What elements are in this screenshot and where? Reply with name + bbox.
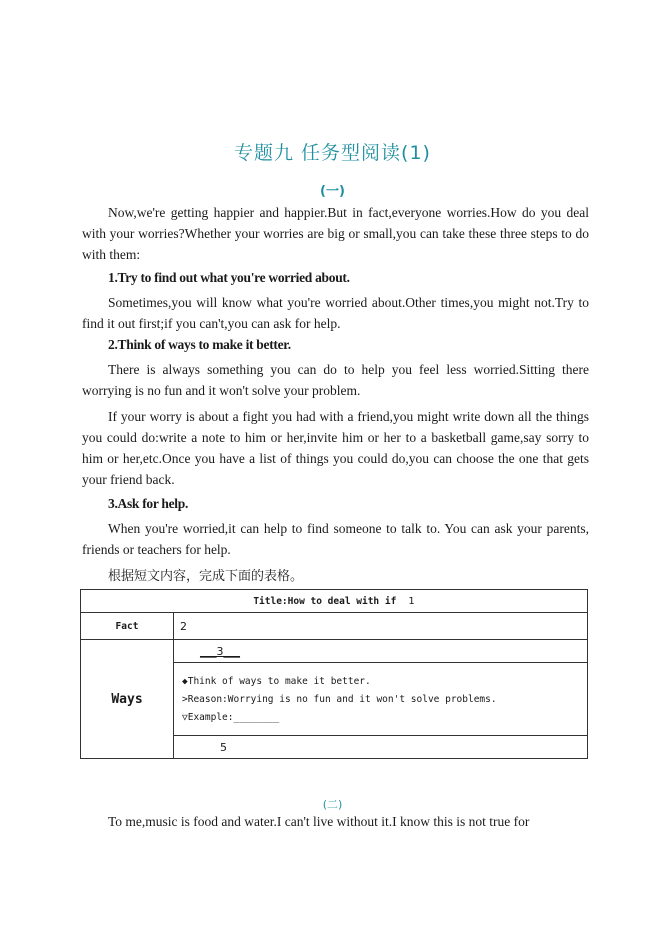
detail-line-3 bbox=[182, 710, 587, 725]
section-label-2: (二) bbox=[322, 798, 343, 811]
blank-1: 1 bbox=[408, 595, 415, 607]
table-title-text: Title:How to deal with if bbox=[253, 595, 397, 607]
section-label-1: (一) bbox=[320, 184, 345, 199]
example-label: ▽Example: bbox=[182, 711, 234, 723]
blank-3-suffix: ___ bbox=[223, 644, 240, 658]
detail-line-1: ◆Think of ways to make it better. bbox=[182, 675, 371, 687]
step1-paragraph: Sometimes,you will know what you're worried about.Other times,you might not.Try to find it out first;if you can't,you can ask for help. bbox=[82, 295, 589, 331]
step2-paragraph-2: If your worry is about a fight you had with a friend,you might write down all the things you could do:write a note to him or her,invite him or her to a basketball game,say sorry to him or her,etc.Once you have a list of things you could do,you can choose the one that gets your friend back. bbox=[82, 409, 589, 487]
blank-2: 2 bbox=[174, 613, 588, 640]
step3-paragraph: When you're worried,it can help to find someone to talk to. You can ask your parents, friends or teachers for help. bbox=[82, 521, 589, 557]
blank-4: ________ bbox=[233, 711, 280, 723]
blank-5: 5 bbox=[174, 736, 588, 759]
blank-3-cell bbox=[174, 640, 588, 663]
table-row-ways-3 bbox=[81, 640, 588, 663]
instruction: 根据短文内容，完成下面的表格。 bbox=[108, 569, 304, 584]
table-row-fact bbox=[81, 613, 588, 640]
step2-paragraph-1: There is always something you can do to help you feel less worried.Sitting there worrying is no fun and it won't solve your problem. bbox=[82, 362, 589, 398]
ways-label: Ways bbox=[81, 640, 174, 759]
fact-label: Fact bbox=[81, 613, 174, 640]
step2-heading: 2.Think of ways to make it better. bbox=[108, 337, 291, 352]
step3-heading: 3.Ask for help. bbox=[108, 496, 189, 511]
task-table bbox=[80, 589, 588, 759]
intro-paragraph: Now,we're getting happier and happier.But in fact,everyone worries.How do you deal with your worries?Whether your worries are big or small,you can take these three steps to do with them: bbox=[82, 205, 589, 262]
step1-heading: 1.Try to find out what you're worried about. bbox=[108, 270, 350, 285]
table-row-title bbox=[81, 590, 588, 613]
section2-paragraph: To me,music is food and water.I can't live without it.I know this is not true for bbox=[108, 814, 530, 829]
ways-detail-cell bbox=[174, 663, 588, 736]
blank-3: 3 bbox=[216, 644, 224, 658]
blank-3-prefix: ___ bbox=[200, 644, 217, 658]
table-title-cell bbox=[81, 590, 588, 613]
detail-line-2: >Reason:Worrying is no fun and it won't solve problems. bbox=[182, 693, 497, 705]
page-title: 专题九 任务型阅读(1) bbox=[234, 142, 431, 164]
